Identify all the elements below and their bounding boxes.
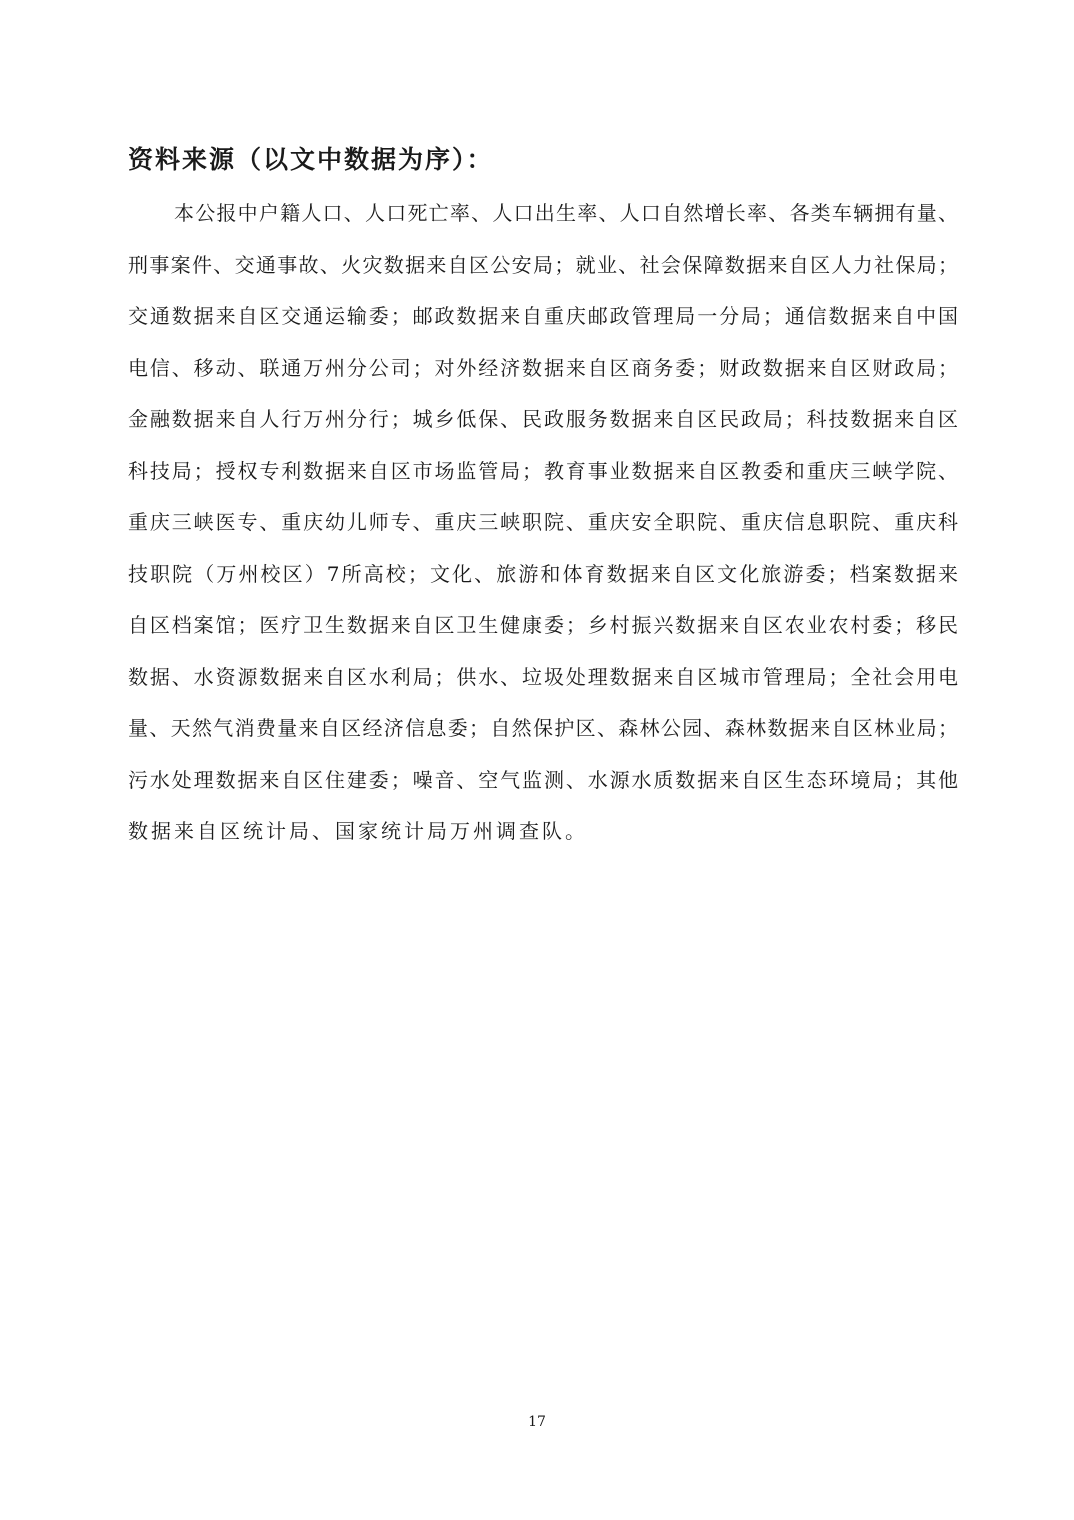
paragraph-line: 交通数据来自区交通运输委；邮政数据来自重庆邮政管理局一分局；通信数据来自中国: [128, 304, 958, 328]
paragraph-line: 科技局；授权专利数据来自区市场监管局；教育事业数据来自区教委和重庆三峡学院、: [128, 458, 958, 483]
paragraph-line: 重庆三峡医专、重庆幼儿师专、重庆三峡职院、重庆安全职院、重庆信息职院、重庆科: [128, 510, 958, 534]
paragraph-line: 刑事案件、交通事故、火灾数据来自区公安局；就业、社会保障数据来自区人力社保局；: [128, 252, 958, 277]
paragraph-line: 量、天然气消费量来自区经济信息委；自然保护区、森林公园、森林数据来自区林业局；: [128, 716, 958, 740]
data-sources-paragraph: [128, 195, 958, 865]
paragraph-line: 数据来自区统计局、国家统计局万州调查队。: [128, 819, 588, 843]
paragraph-line: 本公报中户籍人口、人口死亡率、人口出生率、人口自然增长率、各类车辆拥有量、: [174, 201, 958, 225]
paragraph-line: 电信、移动、联通万州分公司；对外经济数据来自区商务委；财政数据来自区财政局；: [128, 355, 958, 380]
paragraph-line: 金融数据来自人行万州分行；城乡低保、民政服务数据来自区民政局；科技数据来自区: [128, 407, 958, 431]
page-number: 17: [528, 1414, 546, 1430]
paragraph-line: 数据、水资源数据来自区水利局；供水、垃圾处理数据来自区城市管理局；全社会用电: [128, 664, 958, 689]
paragraph-line: 污水处理数据来自区住建委；噪音、空气监测、水源水质数据来自区生态环境局；其他: [128, 767, 958, 792]
paragraph-line: 自区档案馆；医疗卫生数据来自区卫生健康委；乡村振兴数据来自区农业农村委；移民: [128, 613, 958, 637]
paragraph-line: 技职院（万州校区）7所高校；文化、旅游和体育数据来自区文化旅游委；档案数据来: [128, 561, 958, 586]
section-heading: 资料来源（以文中数据为序）：: [128, 145, 494, 174]
